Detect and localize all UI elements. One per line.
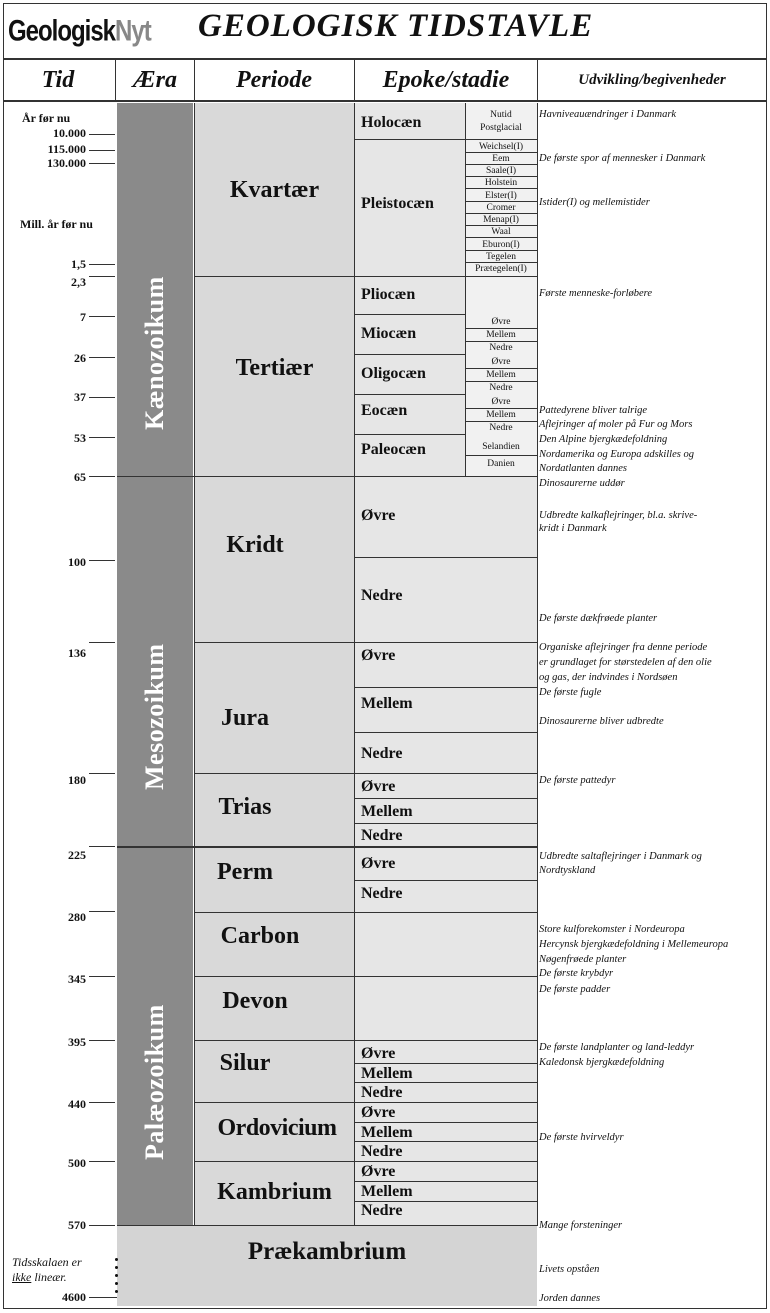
column-header-periode: Periode <box>236 66 312 93</box>
note-line-2-rest: lineær. <box>31 1270 67 1284</box>
ellipsis-dot <box>115 1258 118 1261</box>
tick-label: 26 <box>74 351 86 365</box>
event-text: Jorden dannes <box>539 1293 601 1304</box>
era-label-kaenozoikum: Kænozoikum <box>140 276 169 430</box>
stage-grid-5 <box>465 201 537 202</box>
tick-label: 180 <box>68 773 86 787</box>
epoch-perm-ovre: Øvre <box>361 855 396 872</box>
stage-eocaen-nedre: Nedre <box>489 423 513 433</box>
boundary-silur <box>195 1040 537 1041</box>
tick-mark <box>89 163 115 164</box>
page-title: GEOLOGISK TIDSTAVLE <box>198 8 594 44</box>
event-text: Organiske aflejringer fra denne periode <box>539 642 708 653</box>
note-line-2 <box>12 1270 82 1285</box>
event-text: Pattedyrene bliver talrige <box>539 405 648 416</box>
period-tertiaer: Tertiær <box>235 354 314 381</box>
event-text: er grundlaget for størstedelen af den olie <box>539 657 712 668</box>
epoch-kambrium-mellem: Mellem <box>361 1183 413 1200</box>
period-carbon: Carbon <box>220 922 300 949</box>
tick-mark <box>89 150 115 151</box>
stage-oligocaen-ovre: Øvre <box>491 357 511 367</box>
event-text: Aflejringer af moler på Fur og Mors <box>539 419 693 430</box>
epoch-oligocaen: Oligocæn <box>361 365 426 382</box>
epoch-jura-mellem: Mellem <box>361 695 413 712</box>
epoch-ordovicium-mellem: Mellem <box>361 1124 413 1141</box>
event-text: Nøgenfrøede planter <box>539 954 627 965</box>
tick-label: 500 <box>68 1156 86 1170</box>
stage-grid-15 <box>465 408 537 409</box>
column-header-udvikling: Udvikling/begivenheder <box>578 71 726 88</box>
column-header-aera: Æra <box>133 66 177 93</box>
stage-tegelen: Tegelen <box>486 252 516 262</box>
stage-miocaen-ovre: Øvre <box>491 317 511 327</box>
tick-label: 53 <box>74 431 86 445</box>
era-label-palaeozoikum: Palæozoikum <box>140 1004 169 1160</box>
stage-grid-4 <box>465 188 537 189</box>
period-kvartaer: Kvartær <box>229 176 320 203</box>
event-text: Havniveauændringer i Danmark <box>539 109 677 120</box>
stage-waal: Waal <box>491 227 511 237</box>
tick-mark <box>89 1161 115 1162</box>
epoch-holocaen: Holocæn <box>361 114 422 131</box>
tick-mark <box>89 476 115 477</box>
stage-nutid: Nutid <box>490 110 512 120</box>
era-label-mesozoikum: Mesozoikum <box>140 643 169 790</box>
tick-mark <box>89 976 115 977</box>
stage-danien: Danien <box>487 459 515 469</box>
stage-eem: Eem <box>492 154 510 164</box>
note-line-1: Tidsskalaen er <box>12 1255 82 1269</box>
event-text: kridt i Danmark <box>539 523 607 534</box>
stage-grid-8 <box>465 237 537 238</box>
period-devon: Devon <box>222 987 288 1014</box>
tick-mark <box>89 560 115 561</box>
stage-grid-17 <box>465 455 537 456</box>
epoch-silur-nedre: Nedre <box>361 1084 403 1101</box>
stage-eocaen-ovre: Øvre <box>491 397 511 407</box>
epoch-ordovicium-nedre: Nedre <box>361 1143 403 1160</box>
tick-label: 136 <box>68 646 86 660</box>
tick-label: 1,5 <box>71 257 86 271</box>
stage-oligocaen-mellem: Mellem <box>486 370 516 380</box>
column-header-epoke: Epoke/stadie <box>382 66 510 93</box>
epoch-kambrium-ovre: Øvre <box>361 1163 396 1180</box>
event-text: Hercynsk bjergkædefoldning i Mellemeuropa <box>539 939 729 950</box>
epoch-silur-ovre: Øvre <box>361 1045 396 1062</box>
epoch-kambrium-nedre: Nedre <box>361 1202 403 1219</box>
event-text: Udbredte kalkaflejringer, bl.a. skrive- <box>539 510 698 521</box>
tick-mark <box>89 1040 115 1041</box>
boundary-570 <box>117 1225 537 1226</box>
stage-selandien: Selandien <box>482 442 520 452</box>
epoch-perm-nedre: Nedre <box>361 885 403 902</box>
event-text: Mange forsteninger <box>539 1220 623 1231</box>
tick-label: 440 <box>68 1097 86 1111</box>
tick-label: 65 <box>74 470 86 484</box>
event-text: Nordamerika og Europa adskilles og <box>539 449 694 460</box>
stage-grid-16 <box>465 421 537 422</box>
tick-mark <box>89 357 115 358</box>
stage-grid-1 <box>465 152 537 153</box>
tick-mark <box>89 276 115 277</box>
tick-label: 100 <box>68 555 86 569</box>
tick-mark <box>89 134 115 135</box>
col-divider-1 <box>115 58 116 102</box>
stage-praetegelen: Prætegelen(I) <box>475 264 527 274</box>
tick-label: 225 <box>68 848 86 862</box>
note-underlined-word: ikke <box>12 1270 32 1284</box>
epoch-miocaen: Miocæn <box>361 325 417 342</box>
stage-oligocaen-nedre: Nedre <box>489 383 513 393</box>
tick-label: 10.000 <box>53 126 86 140</box>
tick-label: 2,3 <box>71 275 86 289</box>
tick-mark <box>89 397 115 398</box>
period-kambrium: Kambrium <box>217 1178 332 1205</box>
stage-miocaen-mellem: Mellem <box>486 330 516 340</box>
ellipsis-dot <box>115 1282 118 1285</box>
header-divider-top <box>3 58 767 60</box>
logo-text-nyt: Nyt <box>115 14 151 48</box>
epoch-ordovicium-ovre: Øvre <box>361 1104 396 1121</box>
epoch-jura-ovre: Øvre <box>361 647 396 664</box>
event-text: De første spor af mennesker i Danmark <box>539 153 706 164</box>
period-silur: Silur <box>219 1049 271 1076</box>
tick-mark <box>89 773 115 774</box>
tick-label: 130.000 <box>47 156 86 170</box>
event-text: Dinosaurerne uddør <box>539 478 625 489</box>
stage-grid-7 <box>465 225 537 226</box>
stage-weichsel: Weichsel(I) <box>478 142 524 152</box>
tick-label: 280 <box>68 910 86 924</box>
event-text: Kaledonsk bjergkædefoldning <box>539 1057 665 1068</box>
tick-mark <box>89 437 115 438</box>
stage-eburon: Eburon(I) <box>482 240 520 250</box>
col-divider-3 <box>354 58 355 102</box>
period-trias: Trias <box>218 793 272 820</box>
tick-mark <box>89 264 115 265</box>
tick-label: 37 <box>74 390 86 404</box>
event-text: De første fugle <box>539 687 602 698</box>
event-text: Udbredte saltaflejringer i Danmark og <box>539 851 702 862</box>
tick-mark <box>89 1102 115 1103</box>
epoch-paleocaen: Paleocæn <box>361 441 426 458</box>
tick-mark <box>89 642 115 643</box>
epoch-trias-mellem: Mellem <box>361 802 413 820</box>
period-praekambrium: Prækambrium <box>247 1238 407 1265</box>
ellipsis-dot <box>115 1266 118 1269</box>
vline-epoch-right <box>537 103 538 1226</box>
nonlinear-note <box>12 1255 82 1285</box>
header-divider-bottom <box>3 100 767 102</box>
event-text: Livets opståen <box>539 1264 600 1275</box>
stage-holstein: Holstein <box>484 178 518 188</box>
tick-label: 4600 <box>62 1290 86 1304</box>
stage-grid-9 <box>465 250 537 251</box>
tick-label: 395 <box>68 1035 86 1049</box>
event-text: De første dækfrøede planter <box>539 613 658 624</box>
ellipsis-dot <box>115 1274 118 1277</box>
period-jura: Jura <box>221 704 269 731</box>
tick-label: 345 <box>68 972 86 986</box>
event-text: De første pattedyr <box>539 775 616 786</box>
stage-miocaen-nedre: Nedre <box>489 343 513 353</box>
logo-text-geologisk: Geologisk <box>8 14 116 48</box>
event-text: Den Alpine bjergkædefoldning <box>539 434 668 445</box>
tick-label: 570 <box>68 1218 86 1232</box>
col-divider-4 <box>537 58 538 102</box>
epoch-pliocaen: Pliocæn <box>361 286 416 303</box>
epoch-pleistocaen: Pleistocæn <box>361 195 434 212</box>
stage-grid-3 <box>465 176 537 177</box>
event-text: og gas, der indvindes i Nordsøen <box>539 672 678 683</box>
col-divider-2 <box>194 58 195 102</box>
stage-line-holocaen <box>465 139 537 140</box>
period-perm: Perm <box>217 858 273 885</box>
stage-postglacial: Postglacial <box>480 123 522 133</box>
stage-grid-6 <box>465 213 537 214</box>
epoch-trias-ovre: Øvre <box>361 777 396 795</box>
event-text: Istider(I) og mellemistider <box>539 197 650 208</box>
event-text: Nordatlanten dannes <box>539 463 627 474</box>
boundary-carbon <box>195 912 537 913</box>
stage-grid-12 <box>465 341 537 342</box>
epoch-kridt-nedre: Nedre <box>361 587 403 604</box>
boundary-devon <box>195 976 537 977</box>
epoch-trias-nedre: Nedre <box>361 826 403 844</box>
event-text: Store kulforekomster i Nordeuropa <box>539 924 685 935</box>
stage-grid-11 <box>465 328 537 329</box>
stage-eocaen-mellem: Mellem <box>486 410 516 420</box>
stage-grid-13 <box>465 368 537 369</box>
tick-mark <box>89 846 115 847</box>
tick-mark <box>89 1225 115 1226</box>
label-years-before-now: År før nu <box>22 111 71 125</box>
event-text: De første landplanter og land-leddyr <box>539 1042 695 1053</box>
column-header-tid: Tid <box>41 66 75 93</box>
stage-elster: Elster(I) <box>485 191 517 201</box>
stage-grid-2 <box>465 164 537 165</box>
tick-mark <box>89 1297 117 1298</box>
epoch-jura-nedre: Nedre <box>361 745 403 762</box>
stage-menap: Menap(I) <box>483 215 519 225</box>
period-ordovicium: Ordovicium <box>217 1114 337 1141</box>
stage-cromer: Cromer <box>486 203 516 213</box>
event-text: Første menneske-forløbere <box>539 288 653 299</box>
event-text: Nordtyskland <box>539 865 596 876</box>
event-text: De første krybdyr <box>539 968 614 979</box>
epoch-kridt-ovre: Øvre <box>361 507 396 524</box>
event-text: De første padder <box>539 984 611 995</box>
label-mill-years-before-now: Mill. år før nu <box>20 217 93 231</box>
tick-label: 115.000 <box>47 142 86 156</box>
ellipsis-dot <box>115 1290 118 1293</box>
tick-label: 7 <box>80 310 86 324</box>
epoch-silur-mellem: Mellem <box>361 1065 413 1082</box>
stage-grid-14 <box>465 381 537 382</box>
stage-grid-10 <box>465 262 537 263</box>
event-text: Dinosaurerne bliver udbredte <box>539 716 664 727</box>
event-text: De første hvirveldyr <box>539 1132 624 1143</box>
period-kridt: Kridt <box>226 531 284 558</box>
tick-mark <box>89 316 115 317</box>
tick-mark <box>89 911 115 912</box>
epoch-eocaen: Eocæn <box>361 402 408 419</box>
stage-saale: Saale(I) <box>485 166 517 176</box>
